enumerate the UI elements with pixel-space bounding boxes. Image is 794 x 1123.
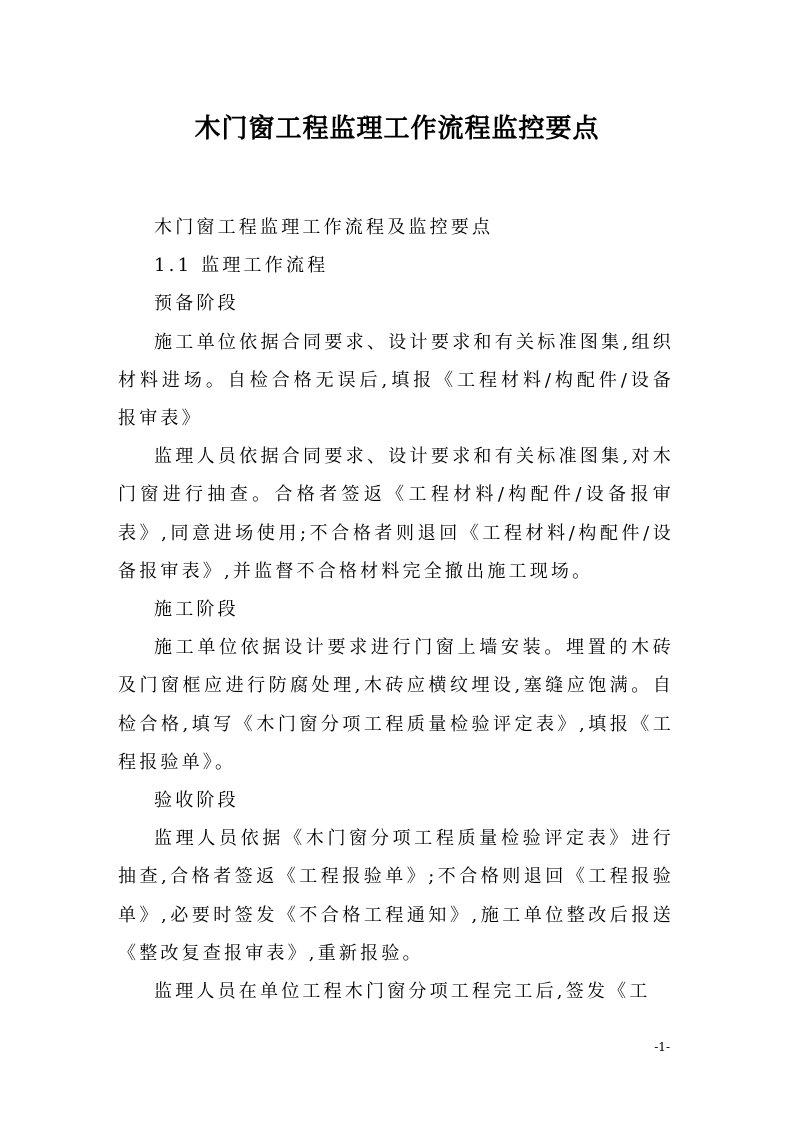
paragraph-material-entry: 施工单位依据合同要求、设计要求和有关标准图集,组织材料进场。自检合格无误后,填报《工程材料/构配件/设备报审表》 (118, 331, 674, 430)
paragraph-supervisor-inspection: 监理人员依据合同要求、设计要求和有关标准图集,对木门窗进行抽查。合格者签返《工程材料/构配件/设备报审表》,同意进场使用;不合格者则退回《工程材料/构配件/设备报审表》,并监督不合格材料完全撤出施工现场。 (118, 446, 674, 582)
subtitle-paragraph: 木门窗工程监理工作流程及监控要点 (154, 217, 494, 238)
document-title: 木门窗工程监理工作流程监控要点 (194, 114, 600, 144)
document-body (118, 209, 674, 1011)
phase-heading-preparation: 预备阶段 (154, 293, 239, 315)
paragraph-installation: 施工单位依据设计要求进行门窗上墙安装。埋置的木砖及门窗框应进行防腐处理,木砖应横纹埋设,塞缝应饱满。自检合格,填写《木门窗分项工程质量检验评定表》,填报《工程报验单》。 (118, 637, 674, 773)
paragraph-completion: 监理人员在单位工程木门窗分项工程完工后,签发《工 (154, 981, 651, 1003)
phase-heading-acceptance: 验收阶段 (154, 790, 239, 812)
phase-heading-construction: 施工阶段 (154, 599, 239, 621)
paragraph-acceptance-check: 监理人员依据《木门窗分项工程质量检验评定表》进行抽查,合格者签返《工程报验单》;不合格则退回《工程报验单》,必要时签发《不合格工程通知》,施工单位整改后报送《整改复查报审表》,重新报验。 (118, 828, 674, 964)
page-number: -1- (654, 1040, 670, 1054)
section-heading-1-1: 1.1 监理工作流程 (154, 255, 329, 277)
